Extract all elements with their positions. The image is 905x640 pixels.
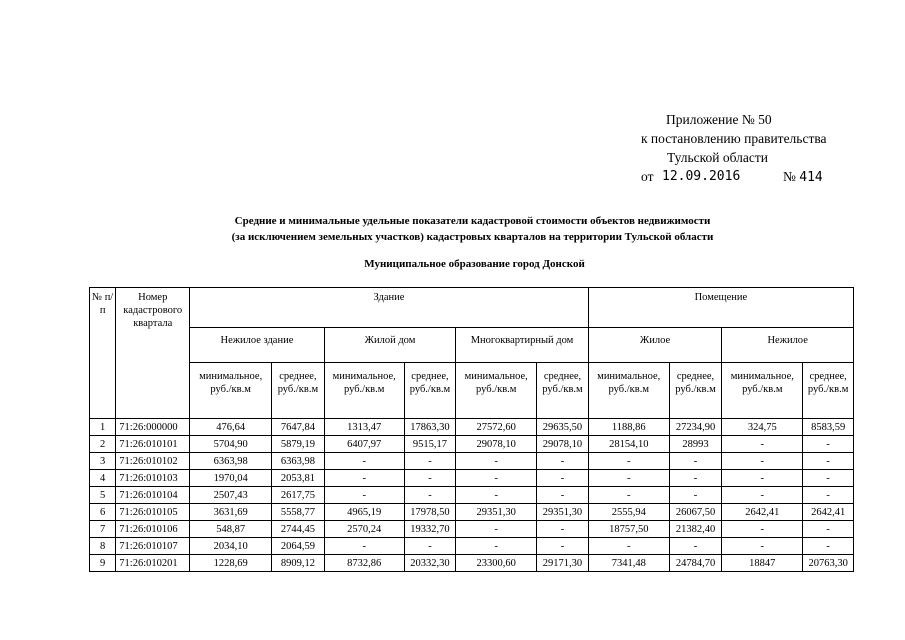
value-cell: - bbox=[537, 538, 589, 555]
document-title bbox=[0, 213, 905, 245]
value-cell: - bbox=[722, 436, 803, 453]
row-number-cell: 3 bbox=[90, 453, 116, 470]
cadastral-number-cell: 71:26:010104 bbox=[116, 487, 190, 504]
value-cell: 24784,70 bbox=[669, 555, 722, 572]
value-cell: - bbox=[722, 487, 803, 504]
appendix-title: Приложение № 50 bbox=[666, 112, 772, 127]
value-cell: 29351,30 bbox=[456, 504, 537, 521]
value-cell: - bbox=[722, 470, 803, 487]
value-cell: - bbox=[588, 470, 669, 487]
value-cell: 28154,10 bbox=[588, 436, 669, 453]
table-row bbox=[90, 419, 854, 436]
value-cell: 8583,59 bbox=[803, 419, 854, 436]
table-row bbox=[90, 487, 854, 504]
header-row-3 bbox=[90, 363, 854, 419]
value-cell: - bbox=[404, 487, 456, 504]
header-res-house: Жилой дом bbox=[324, 328, 456, 363]
value-cell: 20332,30 bbox=[404, 555, 456, 572]
header-avg: среднее, руб./кв.м bbox=[803, 363, 854, 419]
value-cell: - bbox=[537, 470, 589, 487]
value-cell: 29635,50 bbox=[537, 419, 589, 436]
appendix-date: 12.09.2016 bbox=[662, 169, 741, 184]
header-kad: Номер кадастрового квартала bbox=[116, 288, 190, 419]
value-cell: 9515,17 bbox=[404, 436, 456, 453]
value-cell: 7341,48 bbox=[588, 555, 669, 572]
value-cell: 1313,47 bbox=[324, 419, 404, 436]
row-number-cell: 5 bbox=[90, 487, 116, 504]
value-cell: 8909,12 bbox=[272, 555, 325, 572]
value-cell: - bbox=[456, 470, 537, 487]
row-number-cell: 2 bbox=[90, 436, 116, 453]
header-premises: Помещение bbox=[588, 288, 853, 328]
value-cell: 3631,69 bbox=[190, 504, 272, 521]
value-cell: 20763,30 bbox=[803, 555, 854, 572]
value-cell: - bbox=[404, 470, 456, 487]
header-apartment-building: Многоквартирный дом bbox=[456, 328, 589, 363]
header-avg: среднее, руб./кв.м bbox=[404, 363, 456, 419]
municipality-subtitle bbox=[0, 258, 905, 270]
value-cell: - bbox=[669, 453, 722, 470]
value-cell: 1188,86 bbox=[588, 419, 669, 436]
value-cell: 7647,84 bbox=[272, 419, 325, 436]
value-cell: 6407,97 bbox=[324, 436, 404, 453]
value-cell: - bbox=[722, 453, 803, 470]
cadastral-number-cell: 71:26:010102 bbox=[116, 453, 190, 470]
value-cell: 6363,98 bbox=[190, 453, 272, 470]
value-cell: - bbox=[456, 521, 537, 538]
value-cell: 29171,30 bbox=[537, 555, 589, 572]
table-row bbox=[90, 538, 854, 555]
value-cell: - bbox=[588, 487, 669, 504]
value-cell: - bbox=[722, 538, 803, 555]
cadastral-number-cell: 71:26:000000 bbox=[116, 419, 190, 436]
value-cell: - bbox=[324, 453, 404, 470]
cadastral-number-cell: 71:26:010101 bbox=[116, 436, 190, 453]
value-cell: - bbox=[669, 487, 722, 504]
value-cell: - bbox=[404, 453, 456, 470]
appendix-number-label: № bbox=[783, 169, 796, 184]
header-avg: среднее, руб./кв.м bbox=[272, 363, 325, 419]
value-cell: 29351,30 bbox=[537, 504, 589, 521]
value-cell: - bbox=[803, 521, 854, 538]
value-cell: - bbox=[324, 538, 404, 555]
table-row bbox=[90, 555, 854, 572]
value-cell: - bbox=[722, 521, 803, 538]
value-cell: - bbox=[669, 470, 722, 487]
header-min: минимальное, руб./кв.м bbox=[722, 363, 803, 419]
table-row bbox=[90, 453, 854, 470]
appendix-region-line: Тульской области bbox=[667, 150, 768, 165]
header-nonres-building: Нежилое здание bbox=[190, 328, 325, 363]
municipality-subtitle-text: Муниципальное образование город Донской bbox=[364, 258, 585, 270]
table-row bbox=[90, 504, 854, 521]
header-min: минимальное, руб./кв.м bbox=[456, 363, 537, 419]
value-cell: 5879,19 bbox=[272, 436, 325, 453]
value-cell: 2744,45 bbox=[272, 521, 325, 538]
row-number-cell: 8 bbox=[90, 538, 116, 555]
header-row-2 bbox=[90, 328, 854, 363]
appendix-from-label: от bbox=[641, 169, 654, 184]
row-number-cell: 1 bbox=[90, 419, 116, 436]
value-cell: 4965,19 bbox=[324, 504, 404, 521]
value-cell: 19332,70 bbox=[404, 521, 456, 538]
cadastral-number-cell: 71:26:010107 bbox=[116, 538, 190, 555]
header-row-1 bbox=[90, 288, 854, 328]
header-min: минимальное, руб./кв.м bbox=[190, 363, 272, 419]
row-number-cell: 4 bbox=[90, 470, 116, 487]
table-body bbox=[90, 419, 854, 572]
value-cell: 2642,41 bbox=[722, 504, 803, 521]
value-cell: 29078,10 bbox=[456, 436, 537, 453]
value-cell: - bbox=[803, 453, 854, 470]
header-avg: среднее, руб./кв.м bbox=[669, 363, 722, 419]
value-cell: 2507,43 bbox=[190, 487, 272, 504]
value-cell: - bbox=[456, 487, 537, 504]
value-cell: 476,64 bbox=[190, 419, 272, 436]
value-cell: 28993 bbox=[669, 436, 722, 453]
value-cell: 21382,40 bbox=[669, 521, 722, 538]
appendix-date-line bbox=[600, 167, 860, 186]
value-cell: - bbox=[324, 470, 404, 487]
value-cell: 29078,10 bbox=[537, 436, 589, 453]
value-cell: - bbox=[803, 538, 854, 555]
value-cell: 8732,86 bbox=[324, 555, 404, 572]
value-cell: - bbox=[588, 453, 669, 470]
value-cell: 6363,98 bbox=[272, 453, 325, 470]
value-cell: 2064,59 bbox=[272, 538, 325, 555]
value-cell: 18847 bbox=[722, 555, 803, 572]
header-avg: среднее, руб./кв.м bbox=[537, 363, 589, 419]
value-cell: - bbox=[456, 453, 537, 470]
value-cell: - bbox=[803, 470, 854, 487]
row-number-cell: 9 bbox=[90, 555, 116, 572]
table-row bbox=[90, 470, 854, 487]
cadastral-number-cell: 71:26:010106 bbox=[116, 521, 190, 538]
value-cell: - bbox=[669, 538, 722, 555]
value-cell: - bbox=[537, 453, 589, 470]
cadastral-number-cell: 71:26:010201 bbox=[116, 555, 190, 572]
appendix-number-wrap bbox=[783, 167, 823, 187]
appendix-number: 414 bbox=[799, 170, 823, 185]
header-residential: Жилое bbox=[588, 328, 722, 363]
row-number-cell: 7 bbox=[90, 521, 116, 538]
value-cell: 1228,69 bbox=[190, 555, 272, 572]
cadastral-value-table bbox=[89, 287, 854, 572]
value-cell: - bbox=[537, 487, 589, 504]
value-cell: 17863,30 bbox=[404, 419, 456, 436]
cadastral-number-cell: 71:26:010105 bbox=[116, 504, 190, 521]
value-cell: 2570,24 bbox=[324, 521, 404, 538]
cadastral-number-cell: 71:26:010103 bbox=[116, 470, 190, 487]
header-building: Здание bbox=[190, 288, 589, 328]
value-cell: 5704,90 bbox=[190, 436, 272, 453]
value-cell: 27234,90 bbox=[669, 419, 722, 436]
header-nonresidential: Нежилое bbox=[722, 328, 854, 363]
header-num: № п/п bbox=[90, 288, 116, 419]
value-cell: - bbox=[537, 521, 589, 538]
table-row bbox=[90, 436, 854, 453]
value-cell: 2053,81 bbox=[272, 470, 325, 487]
document-title-line-2: (за исключением земельных участков) кадастровых кварталов на территории Тульской области bbox=[231, 231, 714, 243]
value-cell: 548,87 bbox=[190, 521, 272, 538]
value-cell: 2617,75 bbox=[272, 487, 325, 504]
value-cell: 27572,60 bbox=[456, 419, 537, 436]
value-cell: 5558,77 bbox=[272, 504, 325, 521]
header-min: минимальное, руб./кв.м bbox=[324, 363, 404, 419]
value-cell: 17978,50 bbox=[404, 504, 456, 521]
value-cell: 26067,50 bbox=[669, 504, 722, 521]
table-row bbox=[90, 521, 854, 538]
value-cell: 2642,41 bbox=[803, 504, 854, 521]
value-cell: - bbox=[588, 538, 669, 555]
value-cell: - bbox=[456, 538, 537, 555]
header-min: минимальное, руб./кв.м bbox=[588, 363, 669, 419]
value-cell: 1970,04 bbox=[190, 470, 272, 487]
value-cell: 324,75 bbox=[722, 419, 803, 436]
value-cell: 18757,50 bbox=[588, 521, 669, 538]
value-cell: - bbox=[803, 436, 854, 453]
value-cell: - bbox=[324, 487, 404, 504]
document-title-line-1: Средние и минимальные удельные показатели кадастровой стоимости объектов недвижимости bbox=[234, 215, 711, 227]
value-cell: 23300,60 bbox=[456, 555, 537, 572]
value-cell: - bbox=[803, 487, 854, 504]
row-number-cell: 6 bbox=[90, 504, 116, 521]
appendix-block bbox=[600, 110, 860, 186]
value-cell: - bbox=[404, 538, 456, 555]
appendix-decree-line: к постановлению правительства bbox=[641, 131, 827, 146]
value-cell: 2555,94 bbox=[588, 504, 669, 521]
value-cell: 2034,10 bbox=[190, 538, 272, 555]
